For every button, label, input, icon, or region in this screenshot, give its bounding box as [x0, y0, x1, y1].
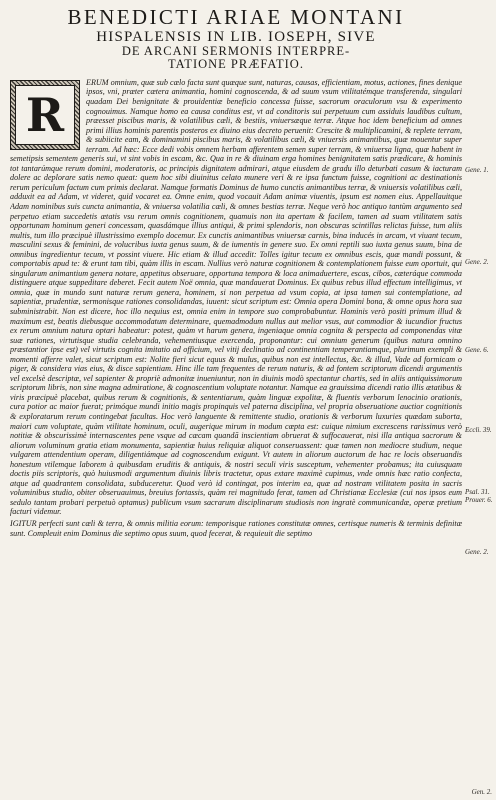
paragraph-1: ERUM omnium, quæ sub cælo facta sunt quæque sunt, naturas, causas, efficientiam, motus, actiones, fines denique ipsos, vni, præter cætera animantia, homini cognoscenda, & ad suum vsum vtilitatémque transferenda, singulari quadam Dei benignitate & prouidentiæ beneficio concessa fuisse, sacrorum oraculorum vsu & experimento cognouimus. Namque homo ea causa conditus est, vt ad conditoris sui perpetuum cum assiduis laudibus cultum, præesset piscibus maris, & volatilibus cæli, & bestiis, vniuersæque terræ. Atque hoc idem beneficium ad omnes primi illius hominis parentis posteros ex diuino eius decreto peruenit: Crescite & multiplicamini, & replete terram, & subiicite eam, & dominamini piscibus maris, & volatilibus cæli, & vniuersis animantibus, quæ mouentur super terram. Ad hæc: Ecce dedi vobis omnem herbam afferentem semen super terram, & vniuersa ligna, quæ habent in semetipsis sementem generis sui, vt sint vobis in escam, &c. Qua in re & diuinam erga homines benignitatem satis prædicare, & hominis tot tantarúmque rerum domini, moderatoris, ac principis dignitatem admirari, atque eiusdem de gradu illo deturbati casum & iacturam dolere ac deplorare satis nemo queat: quem hoc sibi diuinitus celato munere veri & re ipsa functum fuisse, cognitioni ac destinationis rerum periculum factum cum primis declarat. Namque formatis Dominus de humo cunctis animantibus terræ, & vniuersis volatilibus cæli, adduxit ea ad Adam, vt videret, quid vocaret ea. Omne enim, quod vocauit Adam animæ viuentis, ipsum est nomen eius. Appellauitque Adam nominibus suis cuncta animantia, & vniuersa volatilia cæli, & omnes bestias terræ. Neque verò hoc antiquo tantùm argumento sed perpetuo etiam succedetis ætatis vsu rerum omnis cognitionem, quamuis non ita apertam & facilem, tamen ad suam vtilitatem satis opportunam hominum generi concessam, quasdámque illius antiqui, & primi splendoris, non obscuras scintillas relictas fuisse, tum aliis multis, tum illo præcipuè illustrissimo exemplo docemur. Ex cunctis animantibus vniuersæ carnis, bina inducés in arcam, vt viuant tecum, masculini sexus & feminini, de volucribus iuxta genus suum, & de iumentis in genere suo. Ex omni reptili suo iuxta genus suum, bina de omnibus ingredientur tecum, vt possint viuere. Hic etiam & illud accedit: Tolles igitur tecum ex omnibus escis, quæ mandi possunt, & comportabis apud te: & erunt tam tibi, quàm illis in escam. Nullius verò naturæ cognitionem & contemplationem fuisse eum oportuit, qui singularum animantium genera notare, appetitus obseruare, opportuna tempora & loca animaduertere, escas, cibos, cæteráque commoda distinguere atque suppeditare deberet. Fecit autem Noë omnia, quæ mandauerat Dominus. Ex quibus rebus illud effectum intelligimus, vt omnia, quæ in mundo sunt naturæ rerum genera, hominem, si non perpetua ad vsum copia, at ipsa tamen sui contemplatione, ad sapientiæ, prudentiæ, sermonisque rationes consolidandas, iuuent: sicut scriptum est: Omnia opera Domini bona, & omne opus hora sua subministrabit. Non est dicere, hoc illo nequius est, omnia enim in tempore suo comprobabuntur. Hominis verò positi primum illud & maximum est, beatis diebusque accommodatum determinare, quemadmodum nullus aut melior vsus, aut commodior & iucundior fructus ex rerum omnium natura optari habeatur: potest, quàm vt harum genera, ingeniaque omnia cognita & perspecta ad componendas vitæ suæ rationes, virtutisque studia celebranda, vehementiusque exercenda, proponantur: cui omnium generum (quibus natura omnino præstantior ipse est) vel virtutis cognita imitatio ad officium, vel vitij declinatio ad continentiam temperantiamque, plurimum exempli & momenti afferre valet, sicut scriptum est: Nolite fieri sicut equus & mulus, quibus non est intellectus, &c. & illud, Vade ad formicam o piger, & considera vias eius, & disce sapientiam. Hinc ille tam frequentes de rerum naturis, & ad fontem scriptorum dicendi argumentis vel excelsè descriptæ, vel sapienter & propriè admonitæ inueniuntur, non in diuinis modò spectantur chartis, sed in aliis antiquissimorum scriptorum libris, non sine magna admiratione, & cognoscentium voluptate notantur. Namque ea grauissima dicendi ratio illis ætatibus & viris præcipuè placebat, quibus rerum & cognitionis, & sententiarum, quàm linguæ expolitæ, & fluentis verborum lenocinio orationis, cura potior ac maior fuerat; primóque mundi initio magis propinquis vel paterna disciplina, vel propria obseruatione auctior cognitionis & exploratarum rerum contingebat facultas. Hoc verò languente & remittente studio, orationis & verborum luxuries quædam suborta, maiori cum voluptate, quàm vtilitate hominum, oculi, augerique mirum in modum cœpta est: cuique nimium excrescens rarissimus verò notitiæ & obscurissimè internascentes pene vsque ad cæcam quandā inscientiam obruerat & suffocauerat, nisi illa antiqua sacrorum & aliorum voluminum gratia etiam monumenta, sapientiæ huius reliquiæ aliquot conseruassent: quæ tamen non mediocre studium, neque vulgarem attendentium operam, diligentiámque ad cognoscendum exigunt. Vt autem in aliorum auctorum de hac re locis obseruandis honestum vtilemque laborem à quibusdam eruditis & antiquis, & nostri seculi viris susceptum, vehementer probamus; ita cuiusquam doctis piis scriptoris, quò huiusmodi argumentum diuinis libris tractetur, opus extare maximè cupimus, vnde omnis hæc ratio confecta, atque ad quadrantem consolidata, subduceretur. Quod verò id contingat, pos interim ea, quæ ad nostram vtilitatem posita in sacris voluminibus studio, obiter obseruauimus, breuius fortassis, quàm rei magnitudo ferat, tamen ad Christianæ Ecclesiæ (cui nos ipsos eum sedulo tantam probari perpetuò optamus) publicum vsum sacrarum disciplinarum studiosis non ingratè communicandæ, operæ pretium facturi videmur. — [10, 77, 462, 517]
title-line-3: DE ARCANI SERMONIS INTERPRE- — [121, 43, 351, 58]
title-line-1: BENEDICTI ARIAE MONTANI — [67, 5, 405, 29]
dropcap-letter: R — [15, 85, 75, 145]
margin-note-5: Psal. 31. Prouer. 6. — [465, 488, 493, 504]
margin-note-4: Eccli. 39. — [465, 426, 492, 434]
title-line-2: HISPALENSIS IN LIB. IOSEPH, SIVE — [96, 28, 376, 45]
title-line-4: TATIONE PRÆFATIO. — [168, 57, 304, 72]
preface-body — [10, 78, 462, 790]
margin-note-6: Gene. 2. — [465, 548, 489, 556]
ornate-initial-icon — [10, 80, 80, 150]
margin-note-2: Gene. 2. — [465, 258, 489, 266]
margin-note-3: Gene. 6. — [465, 346, 489, 354]
paragraph-2: IGITUR perfecti sunt cæli & terra, & omnis militia eorum: temporisque rationes constitutæ omnes, certisque numeris & terminis definitæ sunt. Compleuit enim Dominus die septimo opus suum, quod fecerat, & requieuit die septimo — [10, 519, 462, 538]
page-title — [10, 6, 462, 72]
margin-note-1: Gene. 1. — [465, 166, 489, 174]
folio-catchword: Gen. 2. — [471, 788, 492, 796]
